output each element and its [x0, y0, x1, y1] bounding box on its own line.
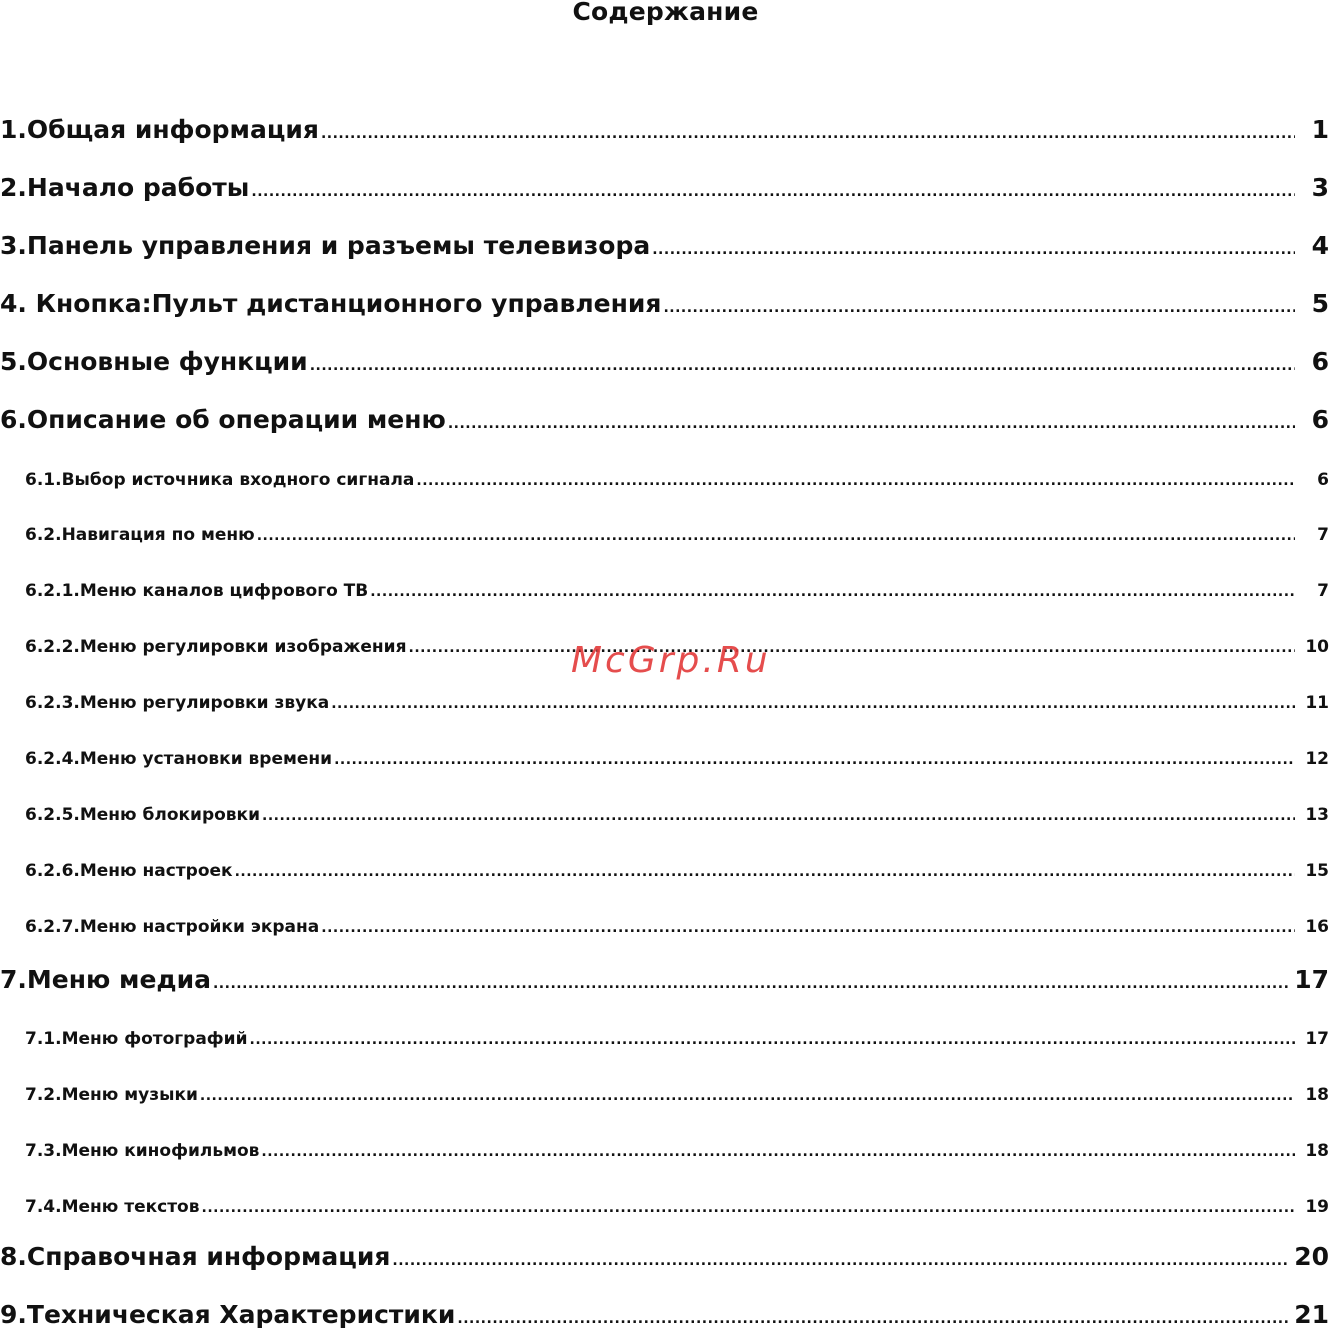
- toc-entry[interactable]: [0, 228, 1329, 264]
- toc-entry-page: 6: [1317, 470, 1329, 490]
- dot-leader: [310, 348, 1295, 384]
- dot-leader: [235, 858, 1295, 886]
- toc-entry-page: 17: [1294, 965, 1329, 994]
- toc-entry-label: 9.Техническая Характеристики: [0, 1300, 456, 1329]
- toc-entry[interactable]: [0, 801, 1329, 829]
- toc-entry[interactable]: [0, 1081, 1329, 1109]
- dot-leader: [331, 690, 1295, 718]
- toc-entry[interactable]: [0, 344, 1329, 380]
- toc-entry[interactable]: [0, 170, 1329, 206]
- toc-entry[interactable]: [0, 913, 1329, 941]
- toc-entry-label: 6.2.5.Меню блокировки: [25, 805, 261, 825]
- toc-entry[interactable]: [0, 962, 1329, 998]
- toc-entry-label: 6.2.1.Меню каналов цифрового ТВ: [25, 581, 369, 601]
- toc-entry-label: 7.Меню медиа: [0, 965, 211, 994]
- dot-leader: [321, 914, 1295, 942]
- dot-leader: [262, 802, 1295, 830]
- toc-entry-page: 1: [1311, 115, 1329, 144]
- toc-entry-page: 18: [1305, 1085, 1329, 1105]
- toc-entry[interactable]: [0, 1297, 1329, 1333]
- toc-entry-page: 5: [1311, 289, 1329, 318]
- toc-entry[interactable]: [0, 1025, 1329, 1053]
- toc-entry[interactable]: [0, 1137, 1329, 1165]
- toc-entry[interactable]: [0, 1193, 1329, 1221]
- dot-leader: [251, 174, 1295, 210]
- toc-entry-label: 6.1.Выбор источника входного сигнала: [25, 470, 415, 490]
- toc-entry-page: 15: [1305, 861, 1329, 881]
- toc-entry-page: 21: [1294, 1300, 1329, 1329]
- dot-leader: [370, 578, 1295, 606]
- toc-entry-label: 5.Основные функции: [0, 347, 308, 376]
- dot-leader: [257, 522, 1295, 550]
- toc-entry-label: 6.Описание об операции меню: [0, 405, 446, 434]
- toc-entry-label: 6.2.2.Меню регулировки изображения: [25, 637, 407, 657]
- toc-entry-page: 18: [1305, 1141, 1329, 1161]
- dot-leader: [448, 406, 1295, 442]
- toc-entry-page: 20: [1294, 1242, 1329, 1271]
- toc-entry-label: 6.2.7.Меню настройки экрана: [25, 917, 320, 937]
- toc-entry-label: 7.1.Меню фотографий: [25, 1029, 248, 1049]
- toc-entry[interactable]: [0, 402, 1329, 438]
- dot-leader: [416, 467, 1295, 495]
- toc-entry[interactable]: [0, 857, 1329, 885]
- dot-leader: [213, 966, 1288, 1002]
- dot-leader: [663, 290, 1295, 326]
- watermark: McGrp.Ru: [571, 640, 771, 681]
- toc-entry[interactable]: [0, 521, 1329, 549]
- toc-entry-page: 3: [1311, 173, 1329, 202]
- toc-entry[interactable]: [0, 112, 1329, 148]
- toc-entry-page: 17: [1305, 1029, 1329, 1049]
- toc-entry-label: 7.4.Меню текстов: [25, 1197, 200, 1217]
- toc-entry[interactable]: [0, 466, 1329, 494]
- toc-entry-label: 4. Кнопка:Пульт дистанционного управления: [0, 289, 662, 318]
- toc-entry-label: 3.Панель управления и разъемы телевизора: [0, 231, 651, 260]
- toc-entry-page: 13: [1305, 805, 1329, 825]
- dot-leader: [250, 1026, 1295, 1054]
- toc-entry-page: 7: [1317, 581, 1329, 601]
- dot-leader: [392, 1243, 1288, 1279]
- dot-leader: [200, 1082, 1295, 1110]
- toc-entry-label: 6.2.6.Меню настроек: [25, 861, 233, 881]
- dot-leader: [261, 1138, 1295, 1166]
- toc-entry-label: 7.2.Меню музыки: [25, 1085, 198, 1105]
- toc-entry-label: 2.Начало работы: [0, 173, 250, 202]
- page-title: Содержание: [572, 0, 759, 26]
- toc-entry-page: 7: [1317, 525, 1329, 545]
- dot-leader: [202, 1194, 1296, 1222]
- dot-leader: [652, 232, 1295, 268]
- toc-entry[interactable]: [0, 689, 1329, 717]
- toc-entry-page: 10: [1305, 637, 1329, 657]
- toc-entry-label: 7.3.Меню кинофильмов: [25, 1141, 260, 1161]
- toc-entry-page: 12: [1305, 749, 1329, 769]
- toc-entry-label: 6.2.4.Меню установки времени: [25, 749, 333, 769]
- toc-entry[interactable]: [0, 577, 1329, 605]
- toc-entry[interactable]: [0, 1239, 1329, 1275]
- toc-entry-label: 1.Общая информация: [0, 115, 319, 144]
- toc-entry-page: 11: [1305, 693, 1329, 713]
- dot-leader: [321, 116, 1295, 152]
- toc-entry-page: 16: [1305, 917, 1329, 937]
- dot-leader: [457, 1301, 1288, 1337]
- toc-entry-label: 8.Справочная информация: [0, 1242, 391, 1271]
- toc-entry-page: 4: [1311, 231, 1329, 260]
- toc-entry-label: 6.2.Навигация по меню: [25, 525, 255, 545]
- toc-entry[interactable]: [0, 286, 1329, 322]
- toc-entry[interactable]: [0, 745, 1329, 773]
- toc-entry-page: 6: [1311, 405, 1329, 434]
- toc-entry-label: 6.2.3.Меню регулировки звука: [25, 693, 330, 713]
- dot-leader: [409, 634, 1296, 662]
- toc-entry-page: 19: [1305, 1197, 1329, 1217]
- toc-entry-page: 6: [1311, 347, 1329, 376]
- dot-leader: [334, 746, 1295, 774]
